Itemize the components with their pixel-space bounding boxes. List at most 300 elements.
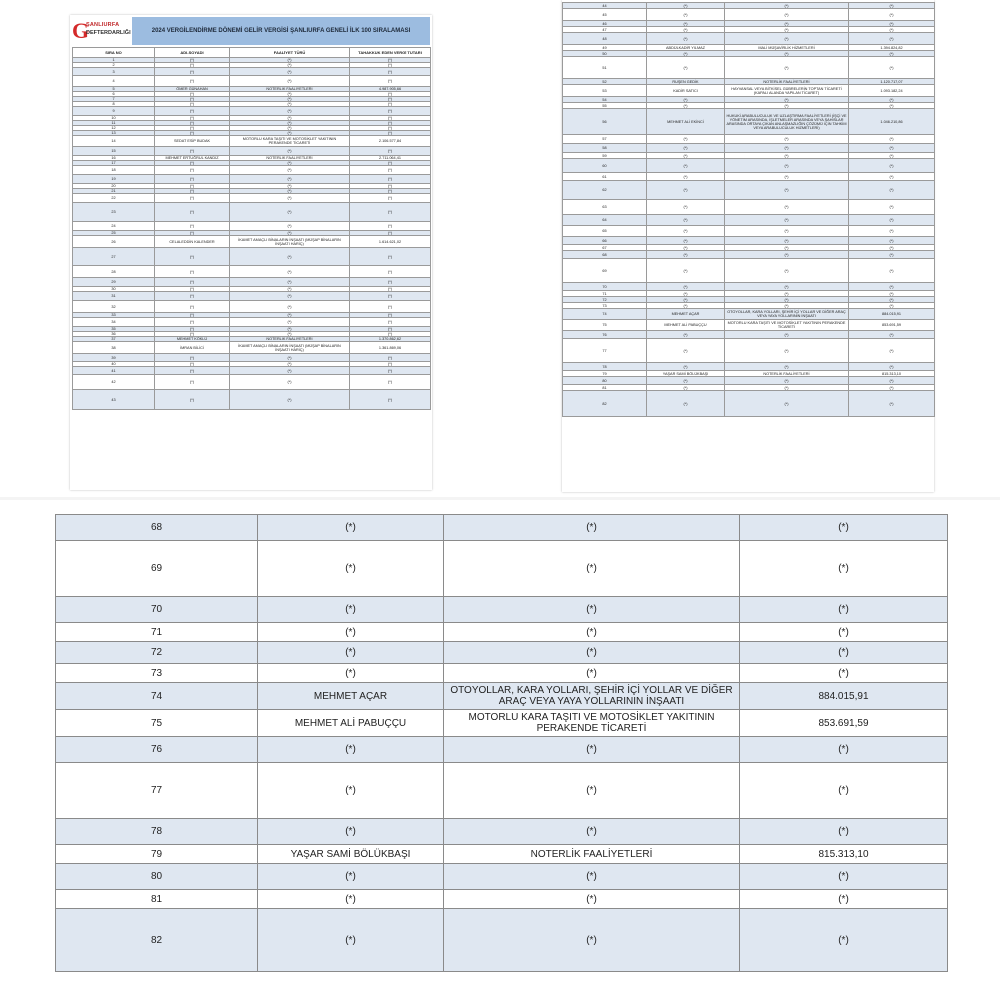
cell-activity: (*) bbox=[230, 63, 350, 68]
cell-no: 48 bbox=[563, 33, 647, 45]
cell-amount: (*) bbox=[740, 864, 948, 890]
cell-no: 34 bbox=[73, 318, 155, 327]
cell-activity: (*) bbox=[725, 363, 849, 371]
cell-no: 56 bbox=[563, 109, 647, 135]
cell-no: 38 bbox=[73, 342, 155, 354]
cell-name: (*) bbox=[647, 259, 725, 283]
table-row bbox=[73, 203, 431, 222]
cell-amount: (*) bbox=[350, 222, 431, 231]
cell-activity: (*) bbox=[725, 259, 849, 283]
cell-activity: (*) bbox=[444, 737, 740, 763]
table-row bbox=[56, 845, 948, 864]
cell-no: 82 bbox=[56, 909, 258, 972]
column-header-adi-soyadi: ADI-SOYADI bbox=[155, 48, 230, 58]
cell-no: 4 bbox=[73, 76, 155, 87]
cell-name: (*) bbox=[647, 226, 725, 237]
cell-activity: (*) bbox=[230, 301, 350, 313]
page-title: 2024 VERGİLENDİRME DÖNEMİ GELİR VERGİSİ ŞANLIURFA GENELİ İLK 100 SIRALAMASI bbox=[132, 17, 430, 45]
table-row bbox=[563, 226, 935, 237]
cell-activity: NOTERLİK FAALİYETLERİ bbox=[230, 337, 350, 342]
cell-activity: (*) bbox=[230, 92, 350, 97]
cell-activity: (*) bbox=[725, 200, 849, 215]
cell-activity: (*) bbox=[230, 76, 350, 87]
cell-no: 3 bbox=[73, 68, 155, 76]
cell-no: 81 bbox=[563, 385, 647, 391]
cell-no: 7 bbox=[73, 97, 155, 102]
cell-no: 19 bbox=[73, 175, 155, 184]
cell-activity: (*) bbox=[230, 166, 350, 175]
cell-activity: (*) bbox=[444, 890, 740, 909]
cell-name: YAŞAR SAMİ BÖLÜKBAŞI bbox=[647, 371, 725, 377]
table-row bbox=[56, 890, 948, 909]
table-row bbox=[563, 9, 935, 21]
cell-name: (*) bbox=[155, 248, 230, 266]
table-row bbox=[563, 391, 935, 417]
cell-amount: (*) bbox=[849, 159, 935, 173]
cell-no: 17 bbox=[73, 161, 155, 166]
cell-activity: (*) bbox=[725, 57, 849, 79]
cell-amount: (*) bbox=[350, 362, 431, 367]
cell-amount: (*) bbox=[350, 102, 431, 107]
cell-name: ABDÜLKADİR YILMAZ bbox=[647, 45, 725, 51]
cell-name: (*) bbox=[155, 126, 230, 131]
cell-no: 16 bbox=[73, 156, 155, 161]
cell-name: ÖMER GÜNAHAN bbox=[155, 87, 230, 92]
cell-no: 45 bbox=[563, 9, 647, 21]
table-row bbox=[73, 375, 431, 390]
cell-name: (*) bbox=[647, 291, 725, 297]
cell-no: 78 bbox=[56, 819, 258, 845]
cell-amount: (*) bbox=[350, 231, 431, 236]
cell-activity: (*) bbox=[444, 541, 740, 597]
cell-activity: (*) bbox=[230, 318, 350, 327]
cell-activity: (*) bbox=[725, 97, 849, 103]
cell-no: 76 bbox=[563, 331, 647, 339]
cell-activity: (*) bbox=[230, 189, 350, 194]
cell-activity: (*) bbox=[725, 297, 849, 303]
column-header-sira-no: SIRA NO bbox=[73, 48, 155, 58]
cell-name: CELALEDDİN KALENDER bbox=[155, 236, 230, 248]
cell-activity: (*) bbox=[725, 173, 849, 181]
cell-amount: (*) bbox=[350, 390, 431, 410]
cell-no: 26 bbox=[73, 236, 155, 248]
cell-amount: 853.691,59 bbox=[849, 320, 935, 331]
cell-name: (*) bbox=[155, 107, 230, 116]
cell-amount: (*) bbox=[350, 318, 431, 327]
cell-name: (*) bbox=[155, 76, 230, 87]
cell-activity: (*) bbox=[725, 391, 849, 417]
cell-name: (*) bbox=[647, 153, 725, 159]
cell-no: 53 bbox=[563, 85, 647, 97]
ranking-table-page-2 bbox=[562, 2, 935, 417]
cell-name: (*) bbox=[647, 363, 725, 371]
cell-no: 36 bbox=[73, 332, 155, 337]
cell-no: 43 bbox=[73, 390, 155, 410]
cell-name: (*) bbox=[258, 515, 444, 541]
table-row bbox=[73, 318, 431, 327]
cell-name: (*) bbox=[155, 362, 230, 367]
cell-amount: 1.120.717,07 bbox=[849, 79, 935, 85]
cell-activity: (*) bbox=[725, 245, 849, 251]
cell-activity: (*) bbox=[230, 175, 350, 184]
cell-name: (*) bbox=[647, 181, 725, 200]
cell-amount: 1.093.182,24 bbox=[849, 85, 935, 97]
cell-amount: (*) bbox=[849, 391, 935, 417]
cell-no: 62 bbox=[563, 181, 647, 200]
table-row bbox=[563, 135, 935, 144]
cell-name: MEHMET KÖKLÜ bbox=[155, 337, 230, 342]
table-row bbox=[73, 236, 431, 248]
cell-activity: (*) bbox=[725, 21, 849, 27]
zoomed-table-section bbox=[0, 500, 1000, 1000]
cell-no: 32 bbox=[73, 301, 155, 313]
cell-name: (*) bbox=[647, 9, 725, 21]
cell-name: (*) bbox=[647, 103, 725, 109]
cell-name: (*) bbox=[155, 222, 230, 231]
cell-amount: (*) bbox=[350, 189, 431, 194]
cell-activity: (*) bbox=[444, 664, 740, 683]
cell-amount: (*) bbox=[350, 131, 431, 136]
table-row bbox=[73, 147, 431, 156]
cell-activity: (*) bbox=[230, 231, 350, 236]
column-header-faaliyet-turu: FAALİYET TÜRÜ bbox=[230, 48, 350, 58]
cell-activity: (*) bbox=[725, 3, 849, 9]
cell-amount: 4.987.905,66 bbox=[350, 87, 431, 92]
cell-no: 70 bbox=[563, 283, 647, 291]
table-row bbox=[563, 215, 935, 226]
table-row bbox=[73, 367, 431, 375]
cell-amount: 1.370.862,62 bbox=[350, 337, 431, 342]
cell-name: (*) bbox=[155, 313, 230, 318]
cell-amount: (*) bbox=[849, 103, 935, 109]
cell-activity: (*) bbox=[725, 377, 849, 385]
cell-activity: (*) bbox=[230, 266, 350, 278]
cell-amount: (*) bbox=[849, 251, 935, 259]
table-row bbox=[56, 664, 948, 683]
cell-amount: (*) bbox=[849, 363, 935, 371]
cell-name: (*) bbox=[155, 194, 230, 203]
table-row bbox=[56, 909, 948, 972]
table-row bbox=[73, 76, 431, 87]
cell-name: (*) bbox=[155, 354, 230, 362]
cell-amount: (*) bbox=[849, 377, 935, 385]
cell-activity: (*) bbox=[444, 515, 740, 541]
cell-no: 81 bbox=[56, 890, 258, 909]
cell-no: 6 bbox=[73, 92, 155, 97]
table-row bbox=[563, 173, 935, 181]
cell-no: 77 bbox=[563, 339, 647, 363]
cell-name: (*) bbox=[647, 303, 725, 309]
cell-no: 41 bbox=[73, 367, 155, 375]
cell-no: 39 bbox=[73, 354, 155, 362]
cell-no: 8 bbox=[73, 102, 155, 107]
cell-name: (*) bbox=[155, 203, 230, 222]
table-row bbox=[73, 248, 431, 266]
cell-amount: (*) bbox=[849, 21, 935, 27]
cell-name: (*) bbox=[258, 642, 444, 664]
table-row bbox=[56, 642, 948, 664]
table-row bbox=[563, 331, 935, 339]
cell-activity: (*) bbox=[230, 390, 350, 410]
cell-name: (*) bbox=[647, 144, 725, 153]
cell-name: (*) bbox=[155, 231, 230, 236]
cell-amount: (*) bbox=[849, 97, 935, 103]
cell-no: 79 bbox=[56, 845, 258, 864]
cell-amount: (*) bbox=[849, 9, 935, 21]
cell-no: 66 bbox=[563, 237, 647, 245]
cell-amount: (*) bbox=[350, 147, 431, 156]
table-row bbox=[56, 737, 948, 763]
cell-activity: (*) bbox=[230, 161, 350, 166]
document-page-2 bbox=[562, 0, 934, 492]
cell-no: 9 bbox=[73, 107, 155, 116]
cell-name: (*) bbox=[647, 391, 725, 417]
cell-activity: (*) bbox=[725, 9, 849, 21]
table-row bbox=[563, 159, 935, 173]
cell-amount: (*) bbox=[740, 623, 948, 642]
cell-activity: (*) bbox=[230, 107, 350, 116]
cell-activity: (*) bbox=[725, 331, 849, 339]
cell-amount: (*) bbox=[849, 331, 935, 339]
cell-activity: (*) bbox=[725, 33, 849, 45]
cell-amount: (*) bbox=[849, 297, 935, 303]
cell-activity: (*) bbox=[230, 131, 350, 136]
table-row bbox=[563, 57, 935, 79]
cell-no: 13 bbox=[73, 131, 155, 136]
cell-name: (*) bbox=[155, 390, 230, 410]
table-row bbox=[73, 136, 431, 147]
cell-amount: (*) bbox=[849, 245, 935, 251]
cell-activity: (*) bbox=[230, 287, 350, 292]
table-row bbox=[563, 200, 935, 215]
cell-no: 11 bbox=[73, 121, 155, 126]
cell-amount: (*) bbox=[350, 292, 431, 301]
cell-activity: (*) bbox=[444, 909, 740, 972]
cell-name: (*) bbox=[647, 57, 725, 79]
cell-no: 71 bbox=[56, 623, 258, 642]
cell-activity: (*) bbox=[230, 194, 350, 203]
cell-no: 28 bbox=[73, 266, 155, 278]
cell-amount: (*) bbox=[350, 63, 431, 68]
cell-amount: (*) bbox=[849, 291, 935, 297]
table-row bbox=[56, 710, 948, 737]
cell-name: MEHMET ALİ PABUÇÇU bbox=[647, 320, 725, 331]
document-page-1 bbox=[70, 15, 432, 490]
table-row bbox=[563, 109, 935, 135]
cell-name: (*) bbox=[155, 278, 230, 287]
table-row bbox=[73, 301, 431, 313]
cell-no: 72 bbox=[56, 642, 258, 664]
cell-name: MEHMET ALİ EKİNCİ bbox=[647, 109, 725, 135]
cell-no: 12 bbox=[73, 126, 155, 131]
cell-amount: (*) bbox=[849, 303, 935, 309]
cell-amount: 2.711.064,41 bbox=[350, 156, 431, 161]
table-row bbox=[73, 292, 431, 301]
cell-activity: (*) bbox=[725, 153, 849, 159]
table-row bbox=[56, 515, 948, 541]
cell-activity: NOTERLİK FAALİYETLERİ bbox=[230, 156, 350, 161]
cell-no: 18 bbox=[73, 166, 155, 175]
cell-name: (*) bbox=[258, 597, 444, 623]
cell-activity: (*) bbox=[725, 103, 849, 109]
cell-name: (*) bbox=[647, 331, 725, 339]
cell-no: 50 bbox=[563, 51, 647, 57]
table-row bbox=[56, 597, 948, 623]
cell-activity: NOTERLİK FAALİYETLERİ bbox=[444, 845, 740, 864]
cell-name: KADİR SATICI bbox=[647, 85, 725, 97]
cell-name: (*) bbox=[647, 51, 725, 57]
cell-no: 57 bbox=[563, 135, 647, 144]
cell-activity: İKAMET AMAÇLI BİNALARIN İNŞAATI (MÜŞAP BİNALARIN İNŞAATI HARİÇ) bbox=[230, 236, 350, 248]
cell-activity: OTOYOLLAR, KARA YOLLARI, ŞEHİR İÇİ YOLLAR VE DİĞER ARAÇ VEYA YAYA YOLLARININ İNŞAATI bbox=[444, 683, 740, 710]
cell-name: (*) bbox=[647, 33, 725, 45]
cell-name: (*) bbox=[155, 63, 230, 68]
cell-activity: NOTERLİK FAALİYETLERİ bbox=[230, 87, 350, 92]
cell-amount: (*) bbox=[849, 135, 935, 144]
table-row bbox=[56, 623, 948, 642]
cell-amount: (*) bbox=[350, 58, 431, 63]
cell-name: (*) bbox=[155, 131, 230, 136]
cell-name: (*) bbox=[258, 763, 444, 819]
cell-amount: (*) bbox=[740, 737, 948, 763]
cell-no: 15 bbox=[73, 147, 155, 156]
cell-activity: (*) bbox=[230, 292, 350, 301]
cell-amount: (*) bbox=[849, 226, 935, 237]
cell-name: (*) bbox=[647, 297, 725, 303]
cell-name: (*) bbox=[258, 864, 444, 890]
table-row bbox=[563, 181, 935, 200]
table-row bbox=[73, 342, 431, 354]
cell-no: 75 bbox=[56, 710, 258, 737]
cell-amount: (*) bbox=[849, 339, 935, 363]
cell-no: 40 bbox=[73, 362, 155, 367]
cell-amount: (*) bbox=[740, 909, 948, 972]
cell-no: 21 bbox=[73, 189, 155, 194]
cell-name: (*) bbox=[155, 318, 230, 327]
cell-no: 68 bbox=[563, 251, 647, 259]
table-row bbox=[563, 85, 935, 97]
cell-no: 60 bbox=[563, 159, 647, 173]
table-row bbox=[73, 222, 431, 231]
cell-activity: (*) bbox=[725, 283, 849, 291]
ranking-table-zoomed bbox=[55, 514, 948, 972]
cell-activity: (*) bbox=[725, 215, 849, 226]
cell-name: (*) bbox=[647, 251, 725, 259]
cell-name: (*) bbox=[155, 161, 230, 166]
cell-amount: 884.015,91 bbox=[740, 683, 948, 710]
cell-name: (*) bbox=[647, 200, 725, 215]
cell-amount: (*) bbox=[350, 194, 431, 203]
cell-name: (*) bbox=[647, 135, 725, 144]
cell-name: (*) bbox=[155, 184, 230, 189]
cell-no: 73 bbox=[56, 664, 258, 683]
table-row bbox=[563, 33, 935, 45]
cell-activity: (*) bbox=[230, 58, 350, 63]
cell-amount: (*) bbox=[849, 27, 935, 33]
cell-no: 46 bbox=[563, 21, 647, 27]
cell-name: SEDAT ESİP BUDAK bbox=[155, 136, 230, 147]
cell-amount: (*) bbox=[849, 385, 935, 391]
cell-amount: (*) bbox=[740, 890, 948, 909]
table-row bbox=[563, 377, 935, 385]
cell-amount: 1.046.210,86 bbox=[849, 109, 935, 135]
cell-amount: (*) bbox=[740, 515, 948, 541]
cell-amount: 1.361.869,06 bbox=[350, 342, 431, 354]
cell-amount: (*) bbox=[350, 161, 431, 166]
cell-no: 52 bbox=[563, 79, 647, 85]
cell-name: (*) bbox=[647, 245, 725, 251]
column-header-vergi-tutari: TAHAKKUK EDEN VERGİ TUTARI bbox=[350, 48, 431, 58]
table-row bbox=[563, 320, 935, 331]
cell-name: (*) bbox=[258, 909, 444, 972]
cell-no: 64 bbox=[563, 215, 647, 226]
cell-no: 61 bbox=[563, 173, 647, 181]
cell-amount: (*) bbox=[350, 278, 431, 287]
cell-amount: (*) bbox=[849, 283, 935, 291]
cell-name: (*) bbox=[155, 166, 230, 175]
cell-name: MEHMET ERTUĞRUL KANDIZ bbox=[155, 156, 230, 161]
cell-activity: (*) bbox=[725, 303, 849, 309]
cell-amount: (*) bbox=[350, 68, 431, 76]
cell-name: (*) bbox=[647, 21, 725, 27]
cell-no: 80 bbox=[56, 864, 258, 890]
cell-activity: İKAMET AMAÇLI BİNALARIN İNŞAATI (MÜŞAP BİNALARIN İNŞAATI HARİÇ) bbox=[230, 342, 350, 354]
cell-amount: (*) bbox=[350, 266, 431, 278]
cell-name: (*) bbox=[155, 292, 230, 301]
cell-no: 42 bbox=[73, 375, 155, 390]
cell-name: (*) bbox=[647, 27, 725, 33]
cell-no: 29 bbox=[73, 278, 155, 287]
cell-no: 72 bbox=[563, 297, 647, 303]
cell-amount: (*) bbox=[849, 153, 935, 159]
cell-no: 78 bbox=[563, 363, 647, 371]
cell-amount: (*) bbox=[849, 3, 935, 9]
table-row bbox=[563, 309, 935, 320]
cell-amount: (*) bbox=[350, 332, 431, 337]
cell-activity: (*) bbox=[230, 116, 350, 121]
cell-amount: (*) bbox=[350, 301, 431, 313]
cell-name: YAŞAR SAMİ BÖLÜKBAŞI bbox=[258, 845, 444, 864]
cell-name: (*) bbox=[258, 623, 444, 642]
cell-amount: (*) bbox=[350, 107, 431, 116]
cell-no: 69 bbox=[56, 541, 258, 597]
cell-no: 68 bbox=[56, 515, 258, 541]
cell-activity: (*) bbox=[230, 332, 350, 337]
cell-no: 75 bbox=[563, 320, 647, 331]
cell-amount: (*) bbox=[740, 541, 948, 597]
table-row bbox=[563, 237, 935, 245]
cell-amount: 1.394.824,82 bbox=[849, 45, 935, 51]
cell-activity: (*) bbox=[725, 291, 849, 297]
table-row bbox=[56, 763, 948, 819]
table-row bbox=[563, 339, 935, 363]
cell-amount: (*) bbox=[740, 819, 948, 845]
cell-activity: (*) bbox=[444, 864, 740, 890]
cell-no: 27 bbox=[73, 248, 155, 266]
cell-activity: (*) bbox=[230, 248, 350, 266]
cell-activity: (*) bbox=[230, 222, 350, 231]
cell-activity: (*) bbox=[230, 375, 350, 390]
cell-amount: (*) bbox=[740, 642, 948, 664]
cell-activity: (*) bbox=[725, 51, 849, 57]
table-row bbox=[73, 68, 431, 76]
cell-no: 59 bbox=[563, 153, 647, 159]
cell-no: 77 bbox=[56, 763, 258, 819]
cell-activity: (*) bbox=[725, 27, 849, 33]
cell-amount: (*) bbox=[350, 126, 431, 131]
cell-no: 47 bbox=[563, 27, 647, 33]
cell-amount: (*) bbox=[849, 57, 935, 79]
